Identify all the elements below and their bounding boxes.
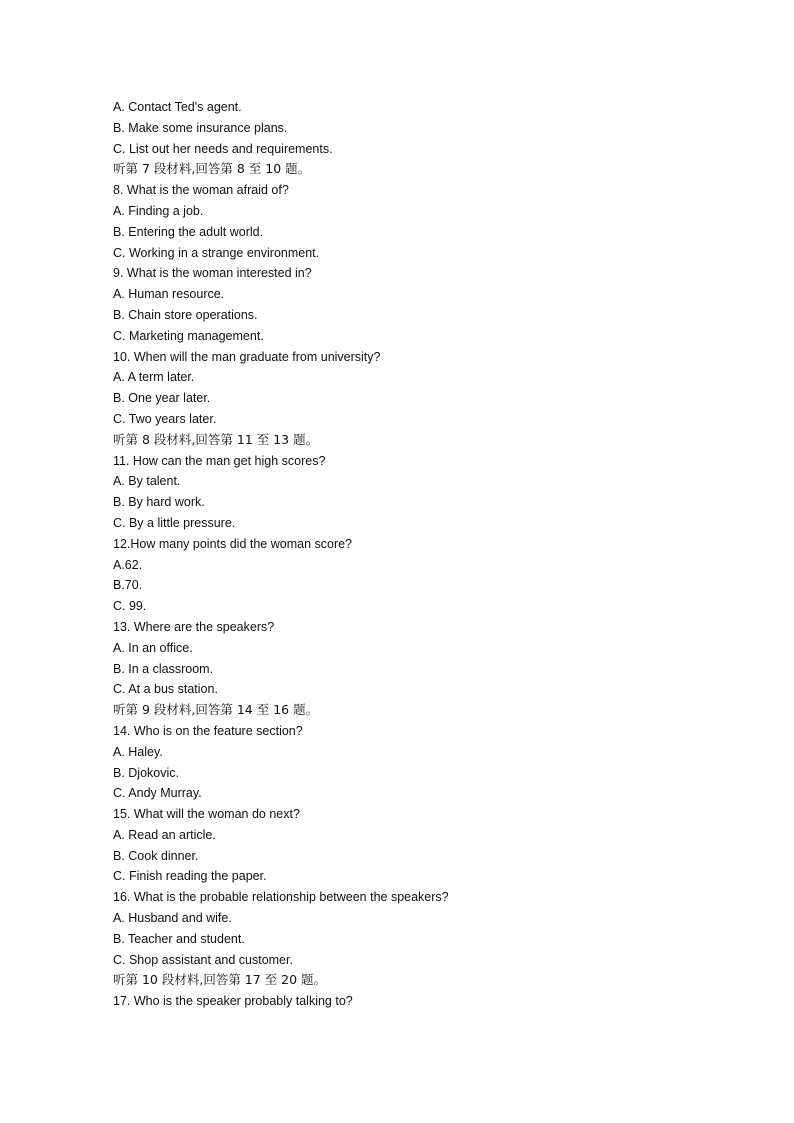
question-text: 14. Who is on the feature section?: [113, 723, 303, 738]
answer-option: B. By hard work.: [113, 495, 205, 510]
answer-option: B. Chain store operations.: [113, 307, 258, 322]
answer-option: B. Djokovic.: [113, 765, 179, 780]
answer-option: B. Entering the adult world.: [113, 224, 264, 239]
answer-option: C. At a bus station.: [113, 682, 218, 697]
question-text: 15. What will the woman do next?: [113, 807, 300, 822]
answer-option: C. Two years later.: [113, 411, 217, 426]
question-text: 16. What is the probable relationship between the speakers?: [113, 890, 449, 905]
question-text: 11. How can the man get high scores?: [113, 453, 326, 468]
answer-option: C. 99.: [113, 599, 147, 614]
answer-option: B.70.: [113, 578, 143, 593]
question-text: 12.How many points did the woman score?: [113, 536, 353, 551]
answer-option: A. A term later.: [113, 370, 195, 385]
answer-option: B. In a classroom.: [113, 661, 214, 676]
answer-option: C. By a little pressure.: [113, 515, 236, 530]
section-instruction: 听第 7 段材料,回答第 8 至 10 题。: [113, 161, 311, 177]
question-text: 13. Where are the speakers?: [113, 619, 275, 634]
answer-option: A. Haley.: [113, 744, 163, 759]
answer-option: B. Make some insurance plans.: [113, 120, 288, 135]
answer-option: C. List out her needs and requirements.: [113, 141, 333, 156]
answer-option: A. Contact Ted's agent.: [113, 100, 242, 114]
answer-option: A. By talent.: [113, 474, 181, 489]
answer-option: B. Cook dinner.: [113, 848, 199, 863]
answer-option: A. Read an article.: [113, 827, 216, 842]
answer-option: C. Finish reading the paper.: [113, 869, 267, 884]
answer-option: A.62.: [113, 557, 143, 572]
section-instruction: 听第 10 段材料,回答第 17 至 20 题。: [113, 972, 327, 988]
answer-option: C. Shop assistant and customer.: [113, 952, 293, 967]
answer-option: C. Andy Murray.: [113, 786, 202, 801]
answer-option: A. Husband and wife.: [113, 911, 232, 926]
answer-option: A. Finding a job.: [113, 203, 204, 218]
answer-option: B. One year later.: [113, 391, 211, 406]
question-text: 17. Who is the speaker probably talking to?: [113, 994, 353, 1009]
answer-option: B. Teacher and student.: [113, 931, 245, 946]
answer-option: A. Human resource.: [113, 287, 225, 302]
section-instruction: 听第 8 段材料,回答第 11 至 13 题。: [113, 431, 319, 447]
section-instruction: 听第 9 段材料,回答第 14 至 16 题。: [113, 702, 319, 718]
question-text: 10. When will the man graduate from university?: [113, 349, 381, 364]
question-text: 9. What is the woman interested in?: [113, 266, 312, 281]
question-text: 8. What is the woman afraid of?: [113, 183, 289, 198]
exam-text-body: [113, 97, 733, 1012]
answer-option: A. In an office.: [113, 640, 193, 655]
answer-option: C. Working in a strange environment.: [113, 245, 320, 260]
answer-option: C. Marketing management.: [113, 328, 264, 343]
